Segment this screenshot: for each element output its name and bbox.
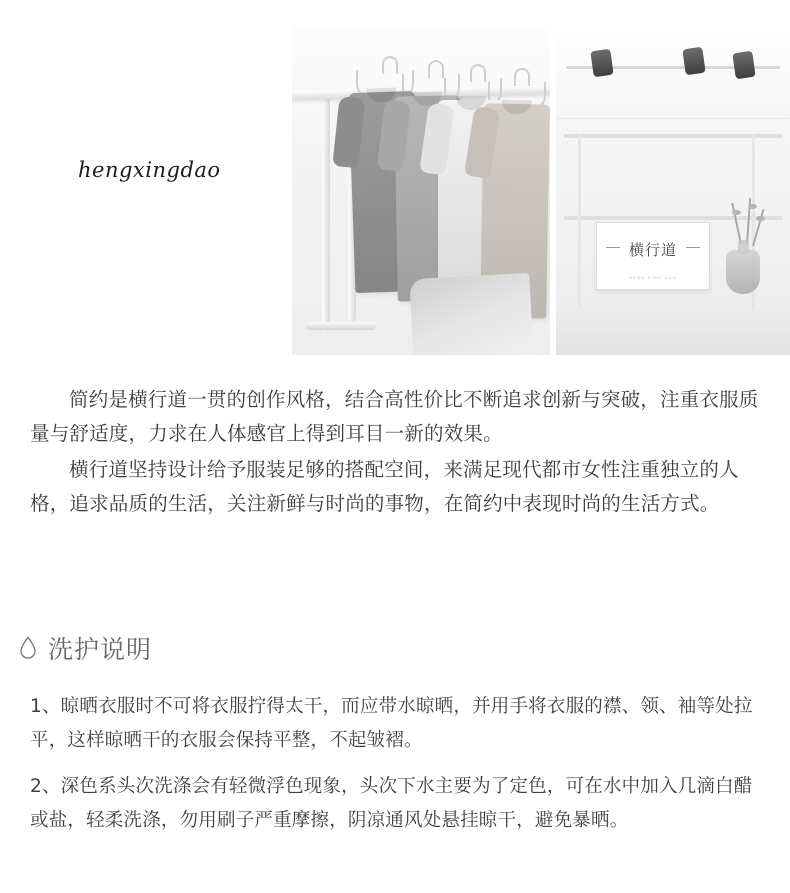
clothes-rack-photo xyxy=(292,26,550,355)
hero-section xyxy=(0,0,790,355)
spotlight-icon xyxy=(732,51,755,80)
floor xyxy=(556,310,790,355)
rack-post xyxy=(322,92,330,332)
plant-leaf xyxy=(732,210,741,215)
wall-divider xyxy=(578,134,581,314)
care-title: 洗护说明 xyxy=(48,635,153,664)
care-list-item: 2、深色系头次洗涤会有轻微浮色现象，头次下水主要为了定色，可在水中加入几滴白醋或盐，轻柔洗涤，勿用刷子严重摩擦，阴凉通风处悬挂晾干，避免暴晒。 xyxy=(30,776,753,831)
brand-sign-frame xyxy=(596,222,710,290)
water-drop-icon xyxy=(18,636,38,660)
brand-intro-text xyxy=(30,383,760,523)
draped-fabric xyxy=(409,273,534,355)
glass-vase xyxy=(726,250,760,294)
intro-paragraph: 横行道坚持设计给予服装足够的搭配空间，来满足现代都市女性注重独立的人格，追求品质的生活，关注新鲜与时尚的事物，在简约中表现时尚的生活方式。 xyxy=(30,458,739,515)
brand-script-logo: hengxingdao xyxy=(78,158,221,182)
spotlight-icon xyxy=(590,49,613,78)
store-interior-photo xyxy=(556,26,790,355)
care-header xyxy=(14,630,776,666)
care-instructions-section xyxy=(14,630,776,850)
spotlight-icon xyxy=(682,47,705,76)
shirt-collar xyxy=(502,100,532,115)
plant-leaf xyxy=(756,216,765,221)
frame-brand-text: 横行道 xyxy=(628,241,677,259)
shelf xyxy=(564,134,782,138)
plant-leaf xyxy=(748,204,757,209)
frame-brand-subtext: HENG XING DAO xyxy=(629,275,677,280)
care-list xyxy=(14,690,776,838)
care-list-item: 1、晾晒衣服时不可将衣服拧得太干，而应带水晾晒，并用手将衣服的襟、领、袖等处拉平，这样晾晒干的衣服会保持平整，不起皱褶。 xyxy=(30,696,753,751)
rack-foot xyxy=(306,322,376,330)
intro-paragraph: 简约是横行道一贯的创作风格，结合高性价比不断追求创新与突破，注重衣服质量与舒适度，力求在人体感官上得到耳目一新的效果。 xyxy=(30,388,759,445)
